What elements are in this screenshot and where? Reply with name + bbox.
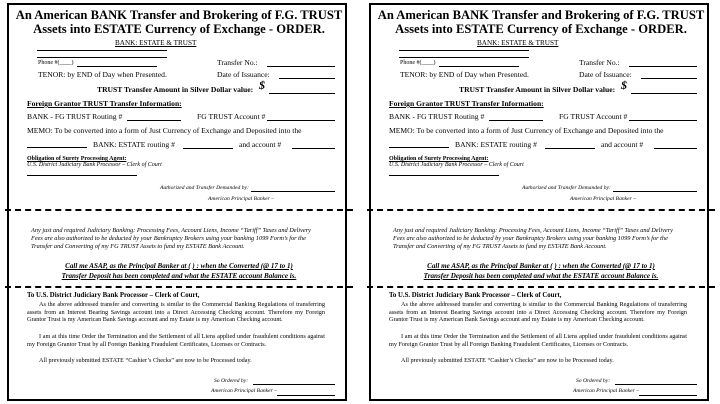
phone-label: Phone #(____): [38, 60, 74, 66]
notice-text: Any just and required Judiciary Banking: Processing Fees, Account Liens, Income “Tariff” Taxes and Delivery Fees are also authorized to be deducted by your Bankruptcy Brokers using your banking 1099 Form’s for the Transfer and Converting of my FG TRUST Assets to fund my ESTATE Bank Account.: [31, 227, 311, 250]
banker-label-bottom: American Principal Banker –: [573, 388, 640, 394]
account-label: FG TRUST Account #: [197, 112, 266, 121]
processor-label: U.S. District Judiciary Bank Processor – Clerk of Court: [27, 162, 162, 168]
memo-line1: MEMO: To be converted into a form of Just Currency of Exchange and Deposited into the: [27, 126, 302, 135]
para2: I am at this time Order the Termination and the Settlement of all Liens applied under fraudulent conditions against my Foreign Grantor Trust by all Foreign Banking Fraudulent Certificates, Licenses or Contracts.: [27, 333, 325, 348]
para1: As the above addressed transfer and converting is similar to the Commercial Banking Regulations of transferring assets from an Interest Bearing Savings account into a Direct Accessing Checking account. Therefore my Foreign Grantor Trust is my American Bank Savings account and my Estate is my American Checking account.: [389, 301, 687, 324]
routing-field[interactable]: [489, 120, 543, 121]
bank-label: BANK: ESTATE & TRUST: [477, 39, 559, 47]
memo-field[interactable]: [27, 147, 87, 148]
cut-line-bottom: [5, 286, 353, 288]
obligation-label: Obligation of Surety Processing Agent:: [27, 156, 127, 162]
dollar-sign: $: [259, 78, 265, 92]
estate-routing-field[interactable]: [545, 148, 595, 149]
form-title-line1: An American BANK Transfer and Brokering of F.G. TRUST: [15, 8, 343, 22]
banker-line-bottom[interactable]: [639, 395, 697, 396]
processor-signature-line[interactable]: [27, 175, 137, 176]
so-ordered-label: So Ordered by:: [214, 378, 249, 384]
silver-label: TRUST Transfer Amount in Silver Dollar value:: [459, 85, 616, 94]
call-line1: Call me ASAP, as the Principal Banker at ( ) : when the Converted (@ 17 to 1): [427, 262, 655, 270]
foreign-header: Foreign Grantor TRUST Transfer Information:: [27, 99, 182, 108]
para3: All previously submitted ESTATE “Cashier’s Checks” are now to be Processed today.: [401, 357, 614, 364]
address-line[interactable]: [37, 57, 167, 58]
account-label: FG TRUST Account #: [559, 112, 628, 121]
account-field[interactable]: [629, 120, 697, 121]
routing-label: BANK - FG TRUST Routing #: [389, 112, 485, 121]
form-title-line2: Assets into ESTATE Currency of Exchange - ORDER.: [33, 22, 325, 36]
transfer-no-label: Transfer No.:: [217, 58, 258, 67]
memo-line2: BANK: ESTATE routing #: [455, 140, 537, 149]
to-clerk: To U.S. District Judiciary Bank Processor – Clerk of Court,: [389, 292, 562, 299]
address-line[interactable]: [37, 50, 167, 51]
banker-label: American Principal Banker –: [570, 196, 637, 202]
routing-field[interactable]: [127, 120, 181, 121]
form-title-line2: Assets into ESTATE Currency of Exchange - ORDER.: [395, 22, 687, 36]
transfer-no-field[interactable]: [629, 66, 697, 67]
banker-line-bottom[interactable]: [277, 395, 335, 396]
phone-field[interactable]: [77, 66, 157, 67]
memo-account-label: and account #: [239, 140, 282, 149]
form-title-line1: An American BANK Transfer and Brokering of F.G. TRUST: [377, 8, 705, 22]
notice-text: Any just and required Judiciary Banking: Processing Fees, Account Liens, Income “Tariff” Taxes and Delivery Fees are also authorized to be deducted by your Bankruptcy Brokers using your banking 1099 Form’s for the Transfer and Converting of my FG TRUST Assets to fund my ESTATE Bank Account.: [393, 227, 673, 250]
obligation-label: Obligation of Surety Processing Agent:: [389, 156, 489, 162]
bank-label: BANK: ESTATE & TRUST: [115, 39, 197, 47]
foreign-header: Foreign Grantor TRUST Transfer Information:: [389, 99, 544, 108]
estate-account-field[interactable]: [654, 148, 697, 149]
para3: All previously submitted ESTATE “Cashier’s Checks” are now to be Processed today.: [39, 357, 252, 364]
call-line2: Transfer Deposit has been completed and what the ESTATE account Balance is.: [423, 272, 659, 280]
transfer-no-field[interactable]: [267, 66, 335, 67]
memo-account-label: and account #: [601, 140, 644, 149]
issuance-field[interactable]: [279, 78, 335, 79]
call-line2: Transfer Deposit has been completed and what the ESTATE account Balance is.: [61, 272, 297, 280]
memo-line2: BANK: ESTATE routing #: [93, 140, 175, 149]
transfer-no-label: Transfer No.:: [579, 58, 620, 67]
issuance-label: Date of Issuance:: [217, 70, 270, 79]
silver-label: TRUST Transfer Amount in Silver Dollar value:: [97, 85, 254, 94]
tenor-text: TENOR: by END of Day when Presented.: [38, 70, 167, 79]
estate-account-field[interactable]: [292, 148, 335, 149]
form-page-right: [367, 0, 715, 404]
processor-signature-line[interactable]: [389, 175, 499, 176]
so-ordered-line[interactable]: [253, 384, 335, 385]
account-field[interactable]: [267, 120, 335, 121]
processor-label: U.S. District Judiciary Bank Processor – Clerk of Court: [389, 162, 524, 168]
cut-line-top: [5, 209, 353, 211]
para2: I am at this time Order the Termination and the Settlement of all Liens applied under fraudulent conditions against my Foreign Grantor Trust by all Foreign Banking Fraudulent Certificates, Licenses or Contracts.: [389, 333, 687, 348]
to-clerk: To U.S. District Judiciary Bank Processor – Clerk of Court,: [27, 292, 200, 299]
cut-line-top: [367, 209, 715, 211]
memo-line1: MEMO: To be converted into a form of Just Currency of Exchange and Deposited into the: [389, 126, 664, 135]
banker-label-bottom: American Principal Banker –: [211, 388, 278, 394]
silver-amount-field[interactable]: [631, 93, 697, 94]
so-ordered-line[interactable]: [615, 384, 697, 385]
call-line1: Call me ASAP, as the Principal Banker at ( ) : when the Converted (@ 17 to 1): [65, 262, 293, 270]
authorized-label: Authorized and Transfer Demanded by:: [160, 185, 249, 191]
phone-label: Phone #(____): [400, 60, 436, 66]
issuance-label: Date of Issuance:: [579, 70, 632, 79]
form-page-left: [5, 0, 353, 404]
tenor-text: TENOR: by END of Day when Presented.: [400, 70, 529, 79]
address-line[interactable]: [399, 50, 529, 51]
routing-label: BANK - FG TRUST Routing #: [27, 112, 123, 121]
authorized-line[interactable]: [251, 191, 335, 192]
phone-field[interactable]: [439, 66, 519, 67]
authorized-label: Authorized and Transfer Demanded by:: [522, 185, 611, 191]
authorized-line[interactable]: [613, 191, 697, 192]
para1: As the above addressed transfer and converting is similar to the Commercial Banking Regulations of transferring assets from an Interest Bearing Savings account into a Direct Accessing Checking account. Therefore my Foreign Grantor Trust is my American Bank Savings account and my Estate is my American Checking account.: [27, 301, 325, 324]
silver-amount-field[interactable]: [269, 93, 335, 94]
banker-label: American Principal Banker –: [208, 196, 275, 202]
estate-routing-field[interactable]: [183, 148, 233, 149]
so-ordered-label: So Ordered by:: [576, 378, 611, 384]
issuance-field[interactable]: [641, 78, 697, 79]
memo-field[interactable]: [389, 147, 449, 148]
dollar-sign: $: [621, 78, 627, 92]
cut-line-bottom: [367, 286, 715, 288]
address-line[interactable]: [399, 57, 529, 58]
